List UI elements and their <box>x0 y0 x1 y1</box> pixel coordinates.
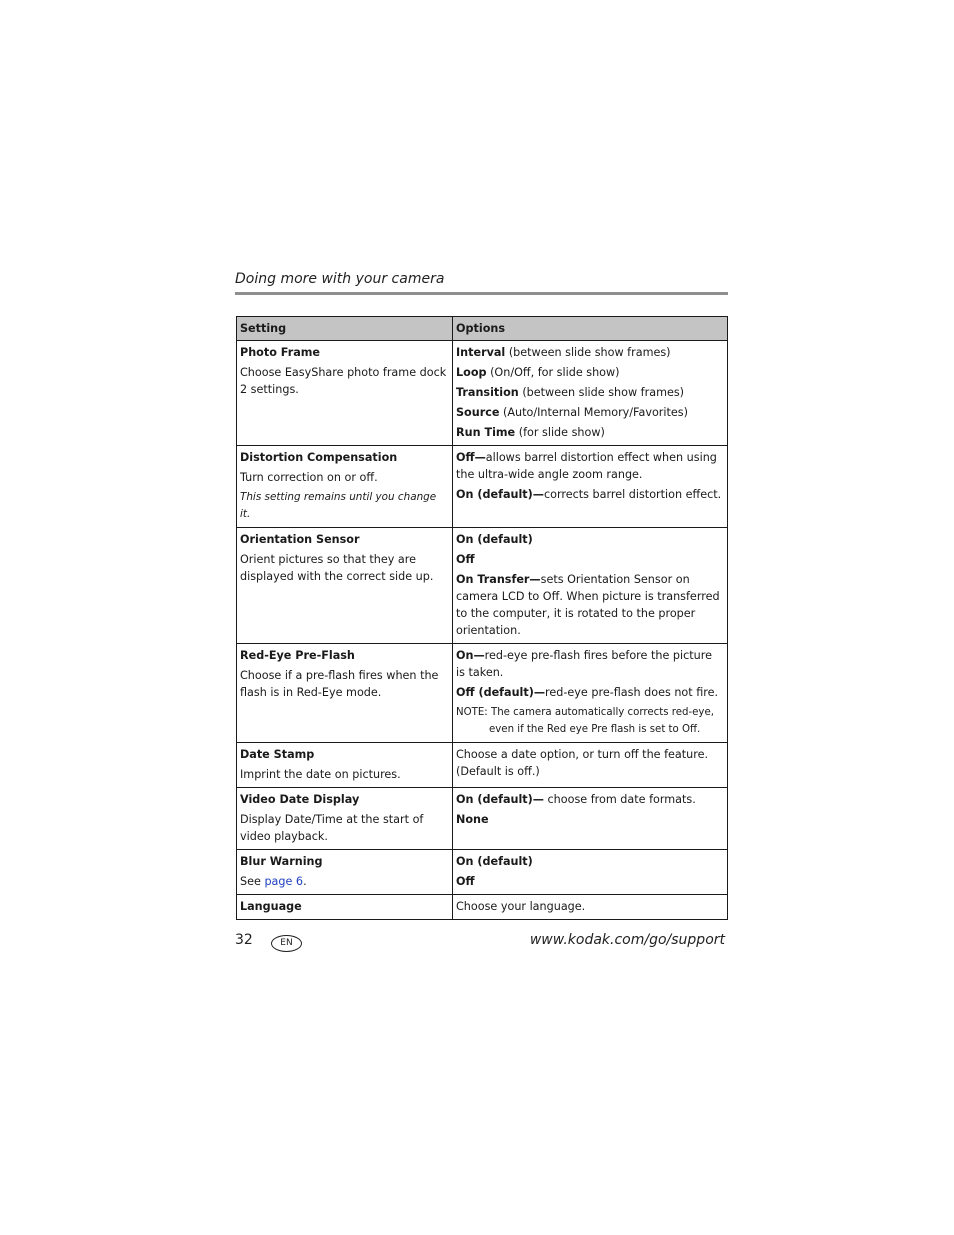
option-item <box>456 404 724 421</box>
header-rule <box>235 292 728 295</box>
option-text: red-eye pre-flash does not fire. <box>545 686 719 699</box>
option-label: On (default) <box>456 533 533 546</box>
setting-cell <box>237 528 453 644</box>
page-number: 32 <box>235 932 253 948</box>
option-item <box>456 746 724 780</box>
option-item <box>456 424 724 441</box>
setting-cell <box>237 788 453 850</box>
option-text: (for slide show) <box>515 426 605 439</box>
option-text: sets Orientation Sensor on camera LCD to Off. When picture is transferred to the computer, it is rotated to the proper orientation. <box>456 573 720 637</box>
setting-name: Red-Eye Pre-Flash <box>240 649 355 662</box>
setting-description: Imprint the date on pictures. <box>240 768 401 781</box>
option-label: Off— <box>456 451 486 464</box>
column-header-options: Options <box>453 317 728 341</box>
option-label: Source <box>456 406 500 419</box>
option-item <box>456 791 724 808</box>
option-item <box>456 647 724 681</box>
setting-name: Orientation Sensor <box>240 533 360 546</box>
table-row <box>237 644 728 743</box>
page-link[interactable]: page 6 <box>264 875 304 888</box>
setting-description <box>240 873 449 890</box>
setting-description: Choose if a pre-flash fires when the flash is in Red-Eye mode. <box>240 669 439 699</box>
option-text: (Auto/Internal Memory/Favorites) <box>499 406 688 419</box>
options-cell <box>453 895 728 920</box>
settings-table <box>236 316 728 920</box>
option-item <box>456 531 724 548</box>
table-header-row <box>237 317 728 341</box>
option-label: Off <box>456 875 475 888</box>
table-row <box>237 446 728 528</box>
option-text: choose from date formats. <box>543 793 696 806</box>
option-label: Off (default)— <box>456 686 546 699</box>
option-text: (between slide show frames) <box>518 386 685 399</box>
running-title: Doing more with your camera <box>235 271 445 287</box>
option-text: (On/Off, for slide show) <box>486 366 620 379</box>
option-item <box>456 449 724 483</box>
option-item <box>456 551 724 568</box>
setting-name: Distortion Compensation <box>240 451 398 464</box>
option-item <box>456 898 724 915</box>
option-label: Off <box>456 553 475 566</box>
setting-cell <box>237 895 453 920</box>
options-cell <box>453 341 728 446</box>
option-label: Run Time <box>456 426 516 439</box>
option-item <box>456 486 724 503</box>
options-cell <box>453 644 728 743</box>
option-item <box>456 811 724 828</box>
table-row <box>237 743 728 788</box>
option-item <box>456 873 724 890</box>
language-badge: EN <box>271 935 302 952</box>
option-text: Choose your language. <box>456 900 586 913</box>
option-item <box>456 344 724 361</box>
options-cell <box>453 743 728 788</box>
setting-note: This setting remains until you change it. <box>240 491 437 520</box>
setting-description: Turn correction on or off. <box>240 471 378 484</box>
table-row <box>237 850 728 895</box>
option-item <box>456 384 724 401</box>
option-item <box>456 684 724 701</box>
option-item <box>456 364 724 381</box>
setting-description: Choose EasyShare photo frame dock 2 settings. <box>240 366 447 396</box>
setting-cell <box>237 743 453 788</box>
table-row <box>237 788 728 850</box>
setting-name: Date Stamp <box>240 748 315 761</box>
setting-cell <box>237 850 453 895</box>
table-row <box>237 528 728 644</box>
option-label: On (default)— <box>456 793 544 806</box>
option-text: (between slide show frames) <box>505 346 671 359</box>
setting-cell <box>237 341 453 446</box>
support-url[interactable]: www.kodak.com/go/support <box>529 932 725 948</box>
setting-cell <box>237 446 453 528</box>
options-cell <box>453 788 728 850</box>
option-label: On (default) <box>456 855 533 868</box>
table-row <box>237 895 728 920</box>
description-prefix: See <box>240 875 265 888</box>
option-text: allows barrel distortion effect when using the ultra-wide angle zoom range. <box>456 451 717 481</box>
options-cell <box>453 850 728 895</box>
setting-name: Video Date Display <box>240 793 360 806</box>
option-label: None <box>456 813 489 826</box>
setting-name: Photo Frame <box>240 346 321 359</box>
option-label: On (default)— <box>456 488 544 501</box>
option-text: Choose a date option, or turn off the feature. (Default is off.) <box>456 748 709 778</box>
table-row <box>237 341 728 446</box>
option-label: On— <box>456 649 485 662</box>
option-text: corrects barrel distortion effect. <box>543 488 722 501</box>
options-cell <box>453 446 728 528</box>
option-label: On Transfer— <box>456 573 541 586</box>
setting-cell <box>237 644 453 743</box>
note-text: NOTE: The camera automatically corrects red-eye, even if the Red eye Pre flash is set to Off. <box>456 707 714 735</box>
option-item <box>456 571 724 639</box>
description-suffix: . <box>303 875 307 888</box>
option-label: Interval <box>456 346 506 359</box>
option-item <box>456 853 724 870</box>
setting-description: Display Date/Time at the start of video playback. <box>240 813 424 843</box>
setting-name: Language <box>240 900 302 913</box>
option-label: Transition <box>456 386 519 399</box>
option-text: red-eye pre-flash fires before the picture is taken. <box>456 649 712 679</box>
column-header-setting: Setting <box>237 317 453 341</box>
setting-name: Blur Warning <box>240 855 323 868</box>
options-cell <box>453 528 728 644</box>
setting-description: Orient pictures so that they are displayed with the correct side up. <box>240 553 434 583</box>
option-label: Loop <box>456 366 487 379</box>
